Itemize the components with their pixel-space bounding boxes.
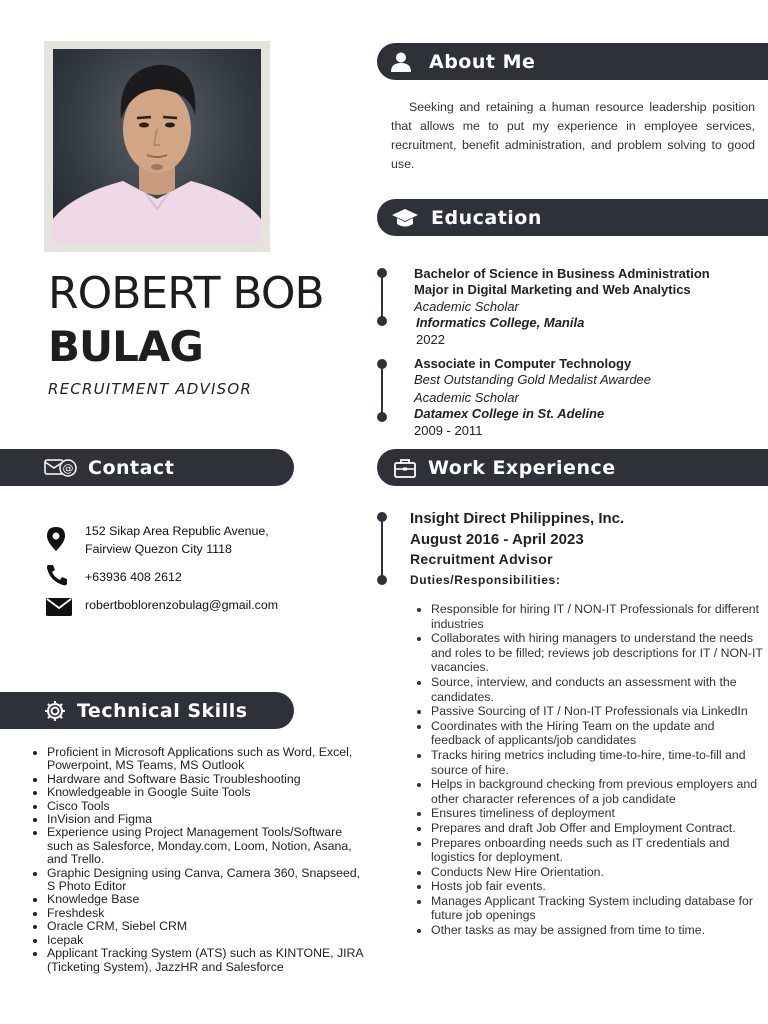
job-role: RECRUITMENT ADVISOR (48, 380, 252, 398)
timeline-dot (377, 316, 387, 326)
education-timeline-line-2 (381, 364, 383, 417)
edu-2-honor: Academic Scholar (414, 390, 519, 405)
timeline-dot (377, 359, 387, 369)
skills-list (30, 746, 370, 974)
duties-label: Duties/Responsibilities: (410, 573, 561, 587)
about-me-title: About Me (429, 50, 536, 73)
duties-list (415, 602, 767, 938)
duty-item: • Collaborates with hiring managers to understand the needs and roles to be filled; reviews job descriptions for IT / NON-IT vacancies. (431, 631, 767, 675)
duty-item: • Tracks hiring metrics including time-to-hire, time-to-fill and source of hire. (431, 748, 767, 777)
email-icon (46, 598, 72, 621)
location-pin-icon (47, 527, 65, 556)
job-title: Recruitment Advisor (410, 551, 553, 567)
work-experience-header (377, 449, 768, 486)
edu-2-award: Best Outstanding Gold Medalist Awardee (414, 372, 652, 387)
address-line-2: Fairview Quezon City 1118 (85, 542, 232, 556)
work-experience-title: Work Experience (428, 456, 616, 479)
skill-item: • Knowledgeable in Google Suite Tools (47, 786, 370, 799)
timeline-dot (377, 575, 387, 585)
person-icon (389, 50, 413, 74)
graduation-cap-icon (391, 206, 419, 230)
duty-item: • Passive Sourcing of IT / Non-IT Professionals via LinkedIn (431, 704, 767, 719)
skill-item: • Knowledge Base (47, 893, 370, 906)
duty-item: • Conducts New Hire Orientation. (431, 865, 767, 880)
profile-photo-frame (44, 41, 270, 252)
duty-item: • Prepares onboarding needs such as IT credentials and logistics for deployment. (431, 836, 767, 865)
duty-item: • Other tasks as may be assigned from time to time. (431, 923, 767, 938)
email-address[interactable]: robertboblorenzobulag@gmail.com (85, 598, 279, 612)
skill-item: • Freshdesk (47, 907, 370, 920)
skill-item: • Graphic Designing using Canva, Camera 360, Snapseed, S Photo Editor (47, 867, 370, 894)
profile-photo (53, 49, 261, 244)
edu-2-year: 2009 - 2011 (414, 423, 483, 438)
duty-item: • Manages Applicant Tracking System including database for future job openings (431, 894, 767, 923)
duty-item: • Coordinates with the Hiring Team on the update and feedback of applicants/job candidates (431, 719, 767, 748)
svg-text:@: @ (62, 461, 74, 475)
duty-item: • Hosts job fair events. (431, 879, 767, 894)
edu-1-honor: Academic Scholar (414, 299, 519, 314)
skill-item: • Hardware and Software Basic Troubleshooting (47, 773, 370, 786)
profile-photo-illustration (53, 49, 261, 244)
phone-number[interactable]: +63936 408 2612 (85, 570, 182, 584)
technical-skills-title: Technical Skills (77, 699, 248, 722)
skill-item: • Icepak (47, 934, 370, 947)
duty-item: • Source, interview, and conducts an assessment with the candidates. (431, 675, 767, 704)
edu-1-major: Major in Digital Marketing and Web Analytics (414, 282, 691, 297)
technical-skills-header (0, 692, 294, 729)
employment-dates: August 2016 - April 2023 (410, 531, 584, 548)
about-me-header (377, 43, 768, 80)
timeline-dot (377, 512, 387, 522)
skill-item: • Oracle CRM, Siebel CRM (47, 920, 370, 933)
address-line-1: 152 Sikap Area Republic Avenue, (85, 524, 269, 538)
skill-item: • Applicant Tracking System (ATS) such as KINTONE, JIRA (Ticketing System), JazzHR and Salesforce (47, 947, 370, 974)
edu-1-degree: Bachelor of Science in Business Administration (414, 266, 710, 281)
timeline-dot (377, 412, 387, 422)
timeline-dot (377, 268, 387, 278)
skill-item: • Experience using Project Management Tools/Software such as Salesforce, Monday.com, Loom, Notion, Asana, and Trello. (47, 826, 370, 866)
skill-item: • InVision and Figma (47, 813, 370, 826)
edu-1-school: Informatics College, Manila (416, 315, 585, 330)
duty-item: • Responsible for hiring IT / NON-IT Professionals for different industries (431, 602, 767, 631)
about-me-text: Seeking and retaining a human resource leadership position that allows me to put my experience in employee services, recruitment, benefit administration, and problem solving to good use. (391, 100, 755, 171)
last-name: BULAG (48, 322, 203, 371)
work-timeline-line (381, 517, 383, 580)
briefcase-icon (393, 456, 417, 480)
education-title: Education (431, 206, 542, 229)
edu-2-degree: Associate in Computer Technology (414, 356, 632, 371)
phone-icon (45, 563, 69, 592)
contact-title: Contact (88, 456, 175, 479)
gear-icon (44, 700, 66, 722)
duty-item: • Helps in background checking from previous employers and other character references of a job candidate (431, 777, 767, 806)
contact-header (0, 449, 294, 486)
education-timeline-line-1 (381, 273, 383, 321)
contact-at-icon (44, 456, 78, 480)
first-name: ROBERT BOB (48, 268, 324, 319)
skill-item: • Cisco Tools (47, 800, 370, 813)
education-header (377, 199, 768, 236)
company-name: Insight Direct Philippines, Inc. (410, 510, 625, 527)
edu-2-school: Datamex College in St. Adeline (414, 406, 605, 421)
edu-1-year: 2022 (416, 332, 445, 347)
skill-item: • Proficient in Microsoft Applications such as Word, Excel, Powerpoint, MS Teams, MS Outlook (47, 746, 370, 773)
duty-item: • Prepares and draft Job Offer and Employment Contract. (431, 821, 767, 836)
duty-item: • Ensures timeliness of deployment (431, 806, 767, 821)
